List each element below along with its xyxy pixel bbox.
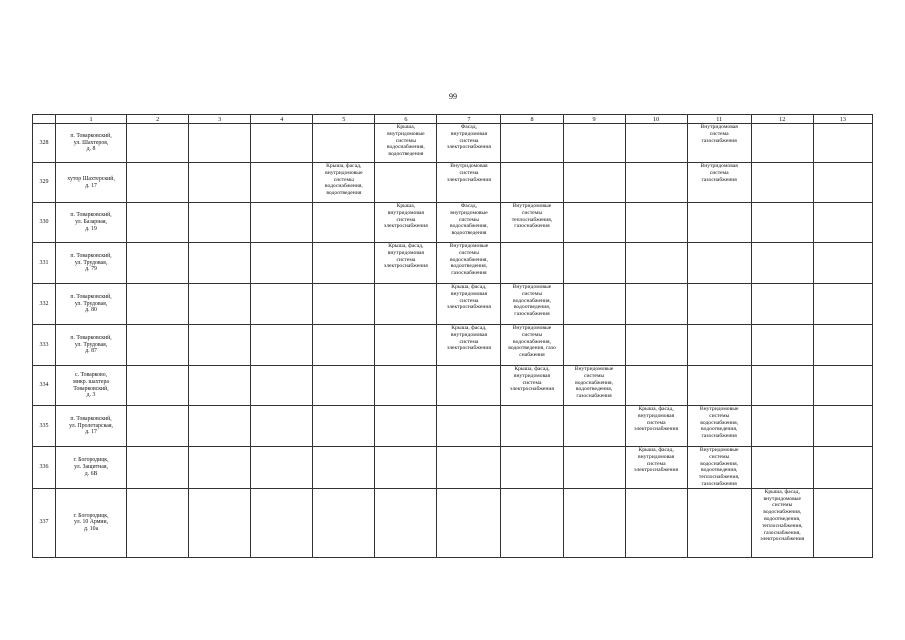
address-line: д. 17 [85, 429, 97, 436]
work-line: внутридомовые [325, 169, 363, 176]
row-number-cell: 334 [33, 366, 56, 406]
work-cell-c5 [313, 406, 375, 447]
empty-cell [251, 203, 313, 243]
work-cell-c9 [563, 243, 625, 284]
work-cell-c9 [563, 124, 625, 163]
work-line: электроснабжения [446, 176, 491, 183]
work-line: системы [772, 502, 793, 509]
address-line: ул. Трудовая, [74, 259, 108, 266]
work-line: Внутридомовая [700, 124, 738, 130]
row-number-cell: 330 [33, 203, 56, 243]
work-cell-c12 [751, 447, 813, 489]
empty-cell [127, 447, 189, 489]
work-line: Крыша, [396, 124, 416, 130]
header-cell: 4 [251, 115, 313, 124]
work-line: теплоснабжения, [698, 474, 740, 481]
work-cell-c8 [501, 203, 563, 243]
table-row [33, 203, 873, 243]
work-line: системы [521, 331, 543, 338]
empty-cell [251, 447, 313, 489]
header-cell: 1 [56, 115, 127, 124]
work-cell-c5 [313, 488, 375, 557]
address-line: д. 79 [85, 266, 97, 273]
empty-cell [189, 284, 251, 325]
empty-cell [189, 203, 251, 243]
address-line: ул. Трудовая, [74, 341, 108, 348]
work-cell-c11 [687, 243, 751, 284]
work-line: водоснабжения, [513, 297, 551, 304]
address-line: г. Богородицк, [73, 512, 109, 519]
work-cell-c12 [751, 163, 813, 203]
work-line: внутридомовая [387, 249, 424, 256]
work-cell-c8 [501, 406, 563, 447]
address-line: ул. Пролетарская, [69, 422, 113, 429]
work-cell-c8 [501, 124, 563, 163]
work-cell-c13 [813, 325, 872, 366]
work-cell-c6 [375, 325, 437, 366]
address-cell [56, 447, 127, 489]
work-cell-c5 [313, 284, 375, 325]
empty-cell [189, 325, 251, 366]
address-line: г. Богородицк, [73, 457, 109, 464]
address-cell [56, 203, 127, 243]
row-number-cell: 331 [33, 243, 56, 284]
work-cell-c6 [375, 488, 437, 557]
address-line: ул. Защитная, [74, 463, 108, 470]
work-cell-c9 [563, 325, 625, 366]
work-cell-c7 [437, 243, 501, 284]
header-cell: 8 [501, 115, 563, 124]
address-line: п. Товарковский, [70, 132, 112, 139]
work-line: водоснабжения, [700, 419, 739, 426]
address-cell [56, 163, 127, 203]
empty-cell [189, 447, 251, 489]
work-line: внутридомовая [450, 290, 488, 297]
work-line: водоотведения, [701, 467, 738, 474]
header-cell: 10 [625, 115, 687, 124]
address-line: Товарковский, [73, 385, 109, 392]
work-line: система [709, 169, 729, 176]
address-cell [56, 325, 127, 366]
empty-cell [127, 488, 189, 557]
row-number-cell: 335 [33, 406, 56, 447]
work-line: водоснабжения, [700, 460, 739, 467]
address-cell [56, 124, 127, 163]
table-row [33, 124, 873, 163]
work-line: системы [395, 137, 416, 144]
work-cell-c11 [687, 447, 751, 489]
work-line: Внутридомовые [512, 284, 552, 290]
empty-cell [127, 366, 189, 406]
empty-cell [127, 124, 189, 163]
work-cell-c13 [813, 406, 872, 447]
header-cell: 6 [375, 115, 437, 124]
work-line: Внутридомовые [574, 366, 614, 372]
work-cell-c7 [437, 284, 501, 325]
address-line: п. Товарковский, [70, 212, 112, 219]
work-cell-c13 [813, 284, 872, 325]
header-cell: 9 [563, 115, 625, 124]
work-cell-c8 [501, 488, 563, 557]
work-line: Крыша, фасад, [638, 406, 674, 412]
work-line: водоотведения [388, 151, 424, 158]
address-cell [56, 366, 127, 406]
work-line: водоотведения [326, 190, 362, 197]
work-cell-c12 [751, 243, 813, 284]
header-cell: 3 [189, 115, 251, 124]
work-line: внутридомовые [387, 130, 425, 137]
work-cell-c12 [751, 284, 813, 325]
address-line: д. 17 [85, 182, 97, 189]
address-line: ул. Трудовая, [74, 300, 108, 307]
work-cell-c13 [813, 366, 872, 406]
work-cell-c9 [563, 366, 625, 406]
work-cell-c8 [501, 243, 563, 284]
work-cell-c6 [375, 284, 437, 325]
work-line: система [646, 460, 666, 467]
work-line: Внутридомовые [699, 447, 739, 453]
work-line: электроснабжения [760, 536, 805, 543]
work-line: водоснабжения, [449, 223, 488, 230]
work-cell-c5 [313, 243, 375, 284]
work-cell-c7 [437, 488, 501, 557]
work-cell-c11 [687, 124, 751, 163]
work-cell-c10 [625, 366, 687, 406]
work-line: электроснабжения [446, 144, 491, 151]
work-cell-c12 [751, 488, 813, 557]
work-line: системы [521, 209, 543, 216]
work-line: теплоснабжения, [761, 522, 803, 529]
address-line: ул. Шахтеров, [73, 139, 109, 146]
work-cell-c6 [375, 124, 437, 163]
work-cell-c13 [813, 163, 872, 203]
work-line: системы [333, 176, 354, 183]
work-line: газоснабжения [701, 433, 737, 440]
work-line: газоснабжения [514, 223, 550, 230]
table-row [33, 406, 873, 447]
work-cell-c11 [687, 406, 751, 447]
work-line: газоснабжения [514, 311, 550, 318]
work-cell-c10 [625, 243, 687, 284]
work-cell-c10 [625, 406, 687, 447]
work-cell-c10 [625, 488, 687, 557]
work-cell-c5 [313, 163, 375, 203]
address-line: д. 19 [85, 225, 97, 232]
work-cell-c8 [501, 447, 563, 489]
work-line: внутридомовая [450, 331, 488, 338]
address-line: ул. 10 Армии, [74, 519, 109, 526]
work-line: электроснабжения [383, 223, 428, 230]
work-cell-c10 [625, 325, 687, 366]
work-line: электроснабжения [446, 304, 491, 311]
work-line: система [459, 169, 479, 176]
header-cell: 13 [813, 115, 872, 124]
work-line: Крыша, фасад, [764, 488, 800, 495]
header-cell: 5 [313, 115, 375, 124]
work-cell-c6 [375, 243, 437, 284]
work-cell-c8 [501, 325, 563, 366]
work-line: системы [458, 216, 480, 223]
address-line: д. 8 [86, 146, 96, 153]
work-line: система [709, 130, 729, 137]
address-line: п. Товарковский, [70, 334, 112, 341]
work-cell-c7 [437, 366, 501, 406]
work-cell-c5 [313, 366, 375, 406]
work-line: снабжения [519, 352, 545, 359]
work-cell-c5 [313, 124, 375, 163]
empty-cell [189, 124, 251, 163]
empty-cell [189, 406, 251, 447]
address-line: д. 87 [85, 348, 97, 355]
work-line: электроснабжения [634, 467, 679, 474]
empty-cell [251, 325, 313, 366]
header-cell: 12 [751, 115, 813, 124]
work-line: водоснабжения, [386, 144, 425, 151]
work-cell-c10 [625, 124, 687, 163]
row-number-cell: 337 [33, 488, 56, 557]
work-line: Внутридомовые [512, 325, 552, 331]
work-line: электроснабжения [510, 386, 554, 393]
empty-cell [251, 284, 313, 325]
work-line: газоснабжения [701, 480, 737, 487]
empty-cell [189, 366, 251, 406]
address-cell [56, 284, 127, 325]
work-cell-c10 [625, 163, 687, 203]
address-line: д. 3 [86, 392, 96, 399]
work-cell-c9 [563, 203, 625, 243]
work-cell-c9 [563, 447, 625, 489]
work-cell-c9 [563, 406, 625, 447]
header-cell-corner [33, 115, 56, 124]
table-row [33, 284, 873, 325]
work-line: внутридомовая [638, 412, 675, 419]
work-line: газоснабжения [701, 137, 737, 144]
address-line: д. 80 [85, 307, 97, 314]
table-row [33, 163, 873, 203]
work-cell-c11 [687, 488, 751, 557]
work-cell-c7 [437, 447, 501, 489]
work-line: водоотведения, [513, 304, 551, 311]
work-line: водоснабжения, [763, 509, 802, 516]
work-line: внутридомовые [763, 495, 801, 502]
work-line: газоснабжения, [763, 529, 801, 536]
address-line: ул. Базарная, [75, 219, 107, 226]
work-cell-c5 [313, 447, 375, 489]
work-line: теплоснабжения, [511, 216, 553, 223]
work-cell-c6 [375, 366, 437, 406]
address-line: микр. шахтера [73, 378, 109, 385]
work-cell-c5 [313, 325, 375, 366]
work-line: система [522, 379, 542, 386]
work-cell-c5 [313, 203, 375, 243]
work-line: система [459, 297, 479, 304]
work-cell-c7 [437, 163, 501, 203]
address-cell [56, 243, 127, 284]
work-cell-c11 [687, 366, 751, 406]
work-line: система [396, 256, 416, 263]
work-cell-c13 [813, 447, 872, 489]
work-cell-c9 [563, 284, 625, 325]
table-row [33, 366, 873, 406]
work-line: Крыша, фасад, [638, 447, 674, 453]
work-line: системы [583, 372, 605, 379]
empty-cell [189, 243, 251, 284]
row-number-cell: 333 [33, 325, 56, 366]
address-line: д. 10а [83, 526, 99, 533]
work-cell-c12 [751, 406, 813, 447]
work-cell-c7 [437, 325, 501, 366]
work-line: Фасад, [460, 124, 478, 130]
work-cell-c12 [751, 203, 813, 243]
address-cell [56, 488, 127, 557]
work-line: Внутридомовая [700, 163, 738, 169]
work-cell-c13 [813, 203, 872, 243]
work-cell-c13 [813, 243, 872, 284]
work-line: водоотведения, [701, 426, 738, 433]
work-cell-c12 [751, 124, 813, 163]
work-line: внутридомовая [387, 209, 424, 216]
work-line: внутридомовые [450, 209, 488, 216]
work-line: внутридомовая [513, 372, 551, 379]
work-line: Внутридомовые [449, 243, 489, 249]
work-line: Крыша, фасад, [514, 366, 550, 372]
work-line: водоотведения [451, 230, 487, 237]
work-line: водоотведения, [764, 515, 801, 522]
empty-cell [251, 406, 313, 447]
work-line: Крыша, фасад, [451, 284, 487, 290]
table-row [33, 325, 873, 366]
table-row [33, 243, 873, 284]
work-line: Внутридомовая [450, 163, 488, 169]
work-line: Крыша, фасад, [388, 243, 424, 249]
work-line: Фасад, [460, 203, 478, 209]
work-cell-c9 [563, 488, 625, 557]
address-line: п. Товарковский, [70, 293, 112, 300]
work-line: Крыша, фасад, [451, 325, 487, 331]
work-line: газоснабжения [576, 393, 612, 400]
work-line: системы [709, 453, 730, 460]
work-line: Крыша, фасад, [326, 163, 362, 169]
work-line: внутридомовая [638, 453, 675, 460]
work-line: Внутридомовые [699, 406, 739, 412]
work-cell-c9 [563, 163, 625, 203]
empty-cell [251, 163, 313, 203]
work-line: внутридомовая [450, 130, 488, 137]
work-line: газоснабжения [451, 270, 487, 277]
empty-cell [127, 325, 189, 366]
empty-cell [251, 243, 313, 284]
empty-cell [127, 163, 189, 203]
work-cell-c10 [625, 447, 687, 489]
work-line: водоснабжения, [575, 379, 614, 386]
work-line: системы [458, 249, 480, 256]
work-cell-c11 [687, 284, 751, 325]
work-cell-c7 [437, 406, 501, 447]
work-line: водоснабжения, [513, 338, 551, 345]
work-cell-c13 [813, 124, 872, 163]
work-cell-c8 [501, 284, 563, 325]
work-line: Крыша, [396, 203, 416, 209]
work-cell-c12 [751, 325, 813, 366]
work-cell-c6 [375, 163, 437, 203]
work-cell-c10 [625, 203, 687, 243]
works-schedule-table [32, 114, 873, 558]
work-line: электроснабжения [634, 426, 679, 433]
work-cell-c6 [375, 406, 437, 447]
work-line: водоснабжения, [449, 256, 488, 263]
work-line: системы [521, 290, 543, 297]
work-line: водоотведения, [575, 386, 613, 393]
work-cell-c7 [437, 203, 501, 243]
work-cell-c12 [751, 366, 813, 406]
work-line: системы [709, 412, 730, 419]
address-line: с. Товарково, [75, 371, 108, 378]
empty-cell [189, 163, 251, 203]
work-line: водоотведения, [450, 263, 488, 270]
row-number-cell: 336 [33, 447, 56, 489]
header-cell: 11 [687, 115, 751, 124]
page-number: 99 [449, 92, 457, 101]
header-row [33, 115, 873, 124]
work-line: электроснабжения [383, 263, 428, 270]
work-line: электроснабжения [446, 345, 491, 352]
empty-cell [127, 203, 189, 243]
work-line: система [646, 419, 666, 426]
address-cell [56, 406, 127, 447]
work-cell-c11 [687, 203, 751, 243]
row-number-cell: 332 [33, 284, 56, 325]
work-cell-c6 [375, 203, 437, 243]
work-line: газоснабжения [701, 176, 737, 183]
row-number-cell: 328 [33, 124, 56, 163]
table-row [33, 447, 873, 489]
work-line: система [459, 137, 479, 144]
work-cell-c11 [687, 163, 751, 203]
empty-cell [251, 488, 313, 557]
work-cell-c8 [501, 366, 563, 406]
header-cell: 7 [437, 115, 501, 124]
work-cell-c13 [813, 488, 872, 557]
work-cell-c10 [625, 284, 687, 325]
work-line: система [459, 338, 479, 345]
work-cell-c11 [687, 325, 751, 366]
empty-cell [251, 366, 313, 406]
work-cell-c6 [375, 447, 437, 489]
empty-cell [127, 243, 189, 284]
work-line: Внутридомовые [512, 203, 552, 209]
empty-cell [127, 406, 189, 447]
row-number-cell: 329 [33, 163, 56, 203]
empty-cell [189, 488, 251, 557]
work-line: система [396, 216, 416, 223]
empty-cell [251, 124, 313, 163]
address-line: п. Товарковский, [70, 415, 112, 422]
work-line: водоснабжения, [324, 183, 363, 190]
work-cell-c8 [501, 163, 563, 203]
empty-cell [127, 284, 189, 325]
address-line: д. 6В [84, 470, 98, 477]
address-line: п. Товарковский, [70, 252, 112, 259]
header-cell: 2 [127, 115, 189, 124]
work-cell-c7 [437, 124, 501, 163]
table-row [33, 488, 873, 557]
address-line: хутор Шахтерский, [67, 175, 115, 182]
work-line: водоотведения, газо [508, 345, 556, 352]
